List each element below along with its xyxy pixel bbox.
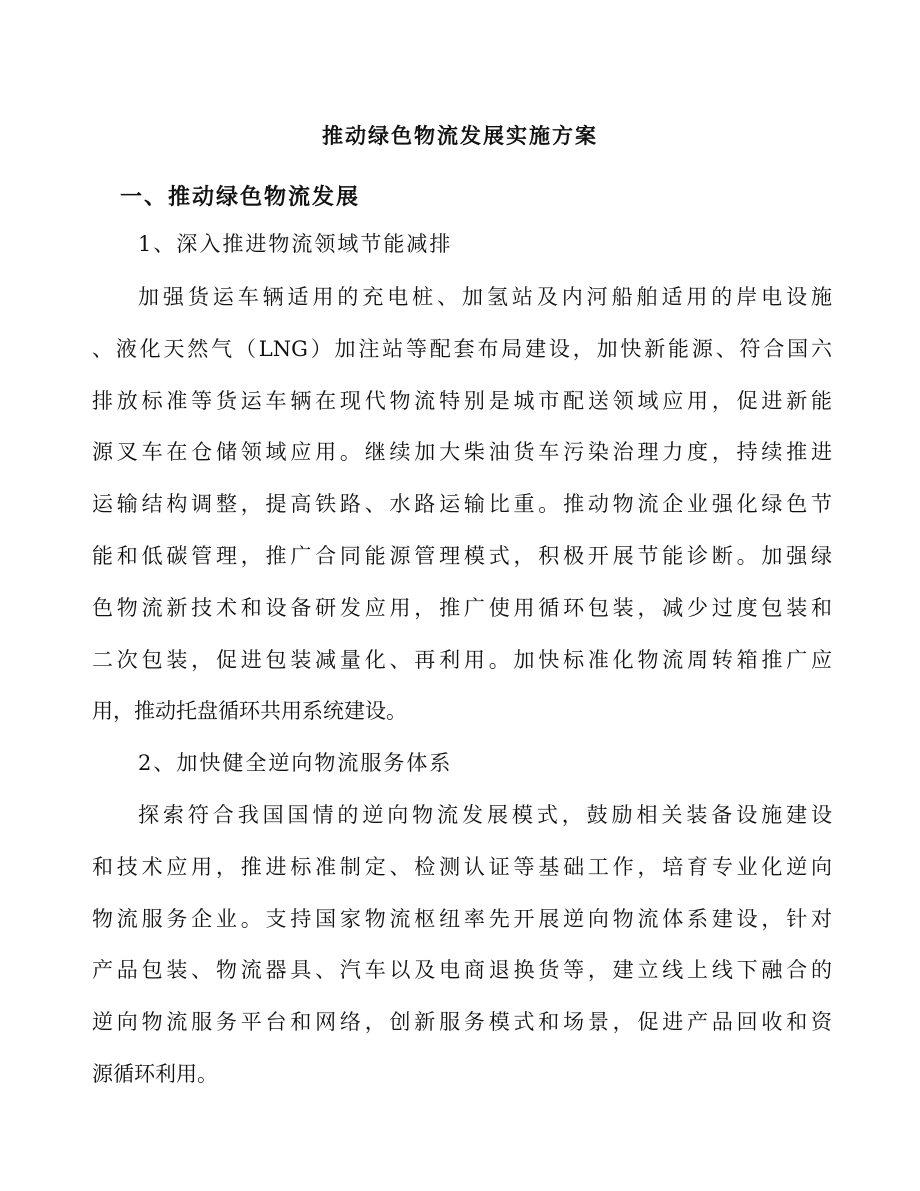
paragraph-line: 和技术应用，推进标准制定、检测认证等基础工作，培育专业化逆向 [92,854,832,879]
paragraph-line: 物流服务企业。支持国家物流枢纽率先开展逆向物流体系建设，针对 [92,906,832,931]
paragraph-line: 运输结构调整，提高铁路、水路运输比重。推动物流企业强化绿色节 [92,492,832,517]
paragraph-line: 产品包装、物流器具、汽车以及电商退换货等，建立线上线下融合的 [92,958,832,983]
paragraph-line: 加强货运车辆适用的充电桩、加氢站及内河船舶适用的岸电设施 [138,285,832,309]
paragraph-line: 源循环利用。 [92,1061,218,1086]
subsection-heading-1: 1、深入推进物流领域节能减排 [138,232,453,256]
document-title: 推动绿色物流发展实施方案 [322,123,598,148]
paragraph-line: 用，推动托盘循环共用系统建设。 [92,699,407,724]
paragraph-line: 探索符合我国国情的逆向物流发展模式，鼓励相关装备设施建设 [138,803,832,827]
paragraph-line: 能和低碳管理，推广合同能源管理模式，积极开展节能诊断。加强绿 [92,543,832,568]
paragraph-line: 源叉车在仓储领域应用。继续加大柴油货车污染治理力度，持续推进 [92,440,832,465]
section-heading: 一、推动绿色物流发展 [120,184,361,210]
paragraph-1 [92,272,832,738]
paragraph-line: 、液化天然气（LNG）加注站等配套布局建设，加快新能源、符合国六 [92,336,832,361]
paragraph-line: 色物流新技术和设备研发应用，推广使用循环包装，减少过度包装和 [92,595,832,620]
paragraph-line: 排放标准等货运车辆在现代物流特别是城市配送领域应用，促进新能 [92,388,832,413]
paragraph-line: 二次包装，促进包装减量化、再利用。加快标准化物流周转箱推广应 [92,647,832,672]
subsection-heading-2: 2、加快健全逆向物流服务体系 [138,751,453,775]
paragraph-2 [92,790,832,1101]
paragraph-line: 逆向物流服务平台和网络，创新服务模式和场景，促进产品回收和资 [92,1010,832,1035]
